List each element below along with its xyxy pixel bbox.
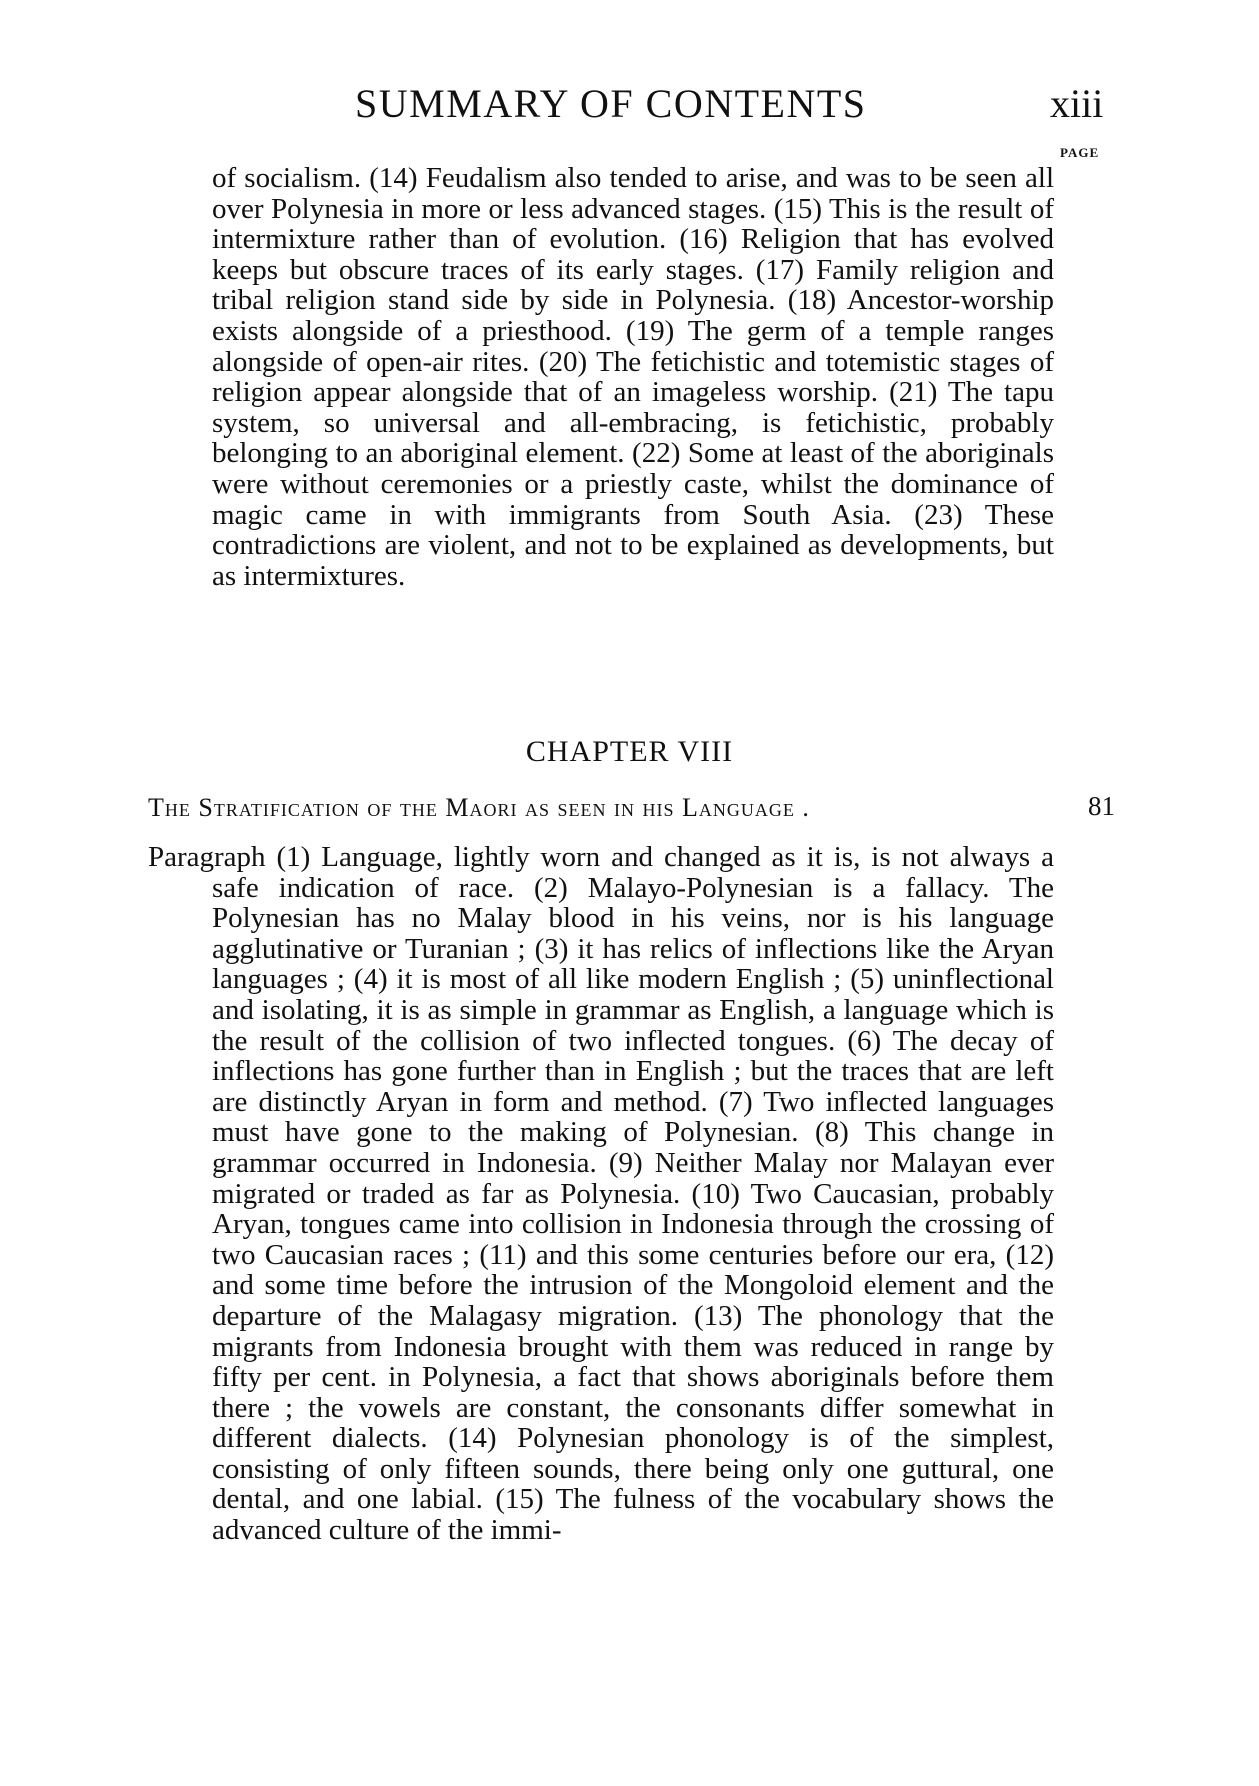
running-title: SUMMARY OF CONTENTS	[355, 81, 867, 126]
chapter-summary-text: Paragraph (1) Language, lightly worn and changed as it is, is not always a safe indication of race. (2) Malayo-Polynesian is a fallacy. The Polynesian has no Malay blood in his veins, nor is his language agglutinative or Turanian ; (3) it has relics of inflections like the Aryan languages ; (4) it is most of all like modern English ; (5) uninflectional and isolating, it is as simple in grammar as English, a language which is the result of the collision of two inflected tongues. (6) The decay of inflections has gone further than in English ; but the traces that are left are distinctly Aryan in form and method. (7) Two inflected languages must have gone to the making of Polynesian. (8) This change in grammar occurred in Indonesia. (9) Neither Malay nor Malayan ever migrated or traded as far as Polynesia. (10) Two Caucasian, probably Aryan, tongues came into collision in Indonesia through the crossing of two Caucasian races ; (11) and this some centuries before our era, (12) and some time before the intrusion of the Mongoloid element and the departure of the Malagasy migration. (13) The phonology that the migrants from Indonesia brought with them was reduced in range by fifty per cent. in Polynesia, a fact that shows aboriginals before them there ; the vowels are constant, the consonants differ somewhat in different dialects. (14) Polynesian phonology is of the simplest, consisting of only fifteen sounds, there being only one guttural, one dental, and one labial. (15) The fulness of the vocabulary shows the advanced culture of the immi-	[148, 841, 1054, 1547]
chapter-heading: CHAPTER VIII	[525, 735, 734, 768]
page-column-label: PAGE	[1060, 145, 1100, 160]
chapter-title: The Stratification of the Maori as seen in his Language .	[148, 793, 810, 822]
page-number: xiii	[1050, 81, 1104, 126]
running-head	[0, 80, 1259, 130]
chapter-page-ref: 81	[1088, 791, 1115, 821]
continued-summary-text: of socialism. (14) Feudalism also tended to arise, and was to be seen all over Polynesia in more or less advanced stages. (15) This is the result of intermixture rather than of evolution. (16) Religion that has evolved keeps but obscure traces of its early stages. (17) Family religion and tribal religion stand side by side in Polynesia. (18) Ancestor-worship exists alongside of a priesthood. (19) The germ of a temple ranges alongside of open-air rites. (20) The fetichistic and totemistic stages of religion appear alongside that of an imageless worship. (21) The tapu system, so universal and all-embracing, is fetichistic, probably belonging to an aboriginal element. (22) Some at least of the aboriginals were without ceremonies or a priestly caste, whilst the dominance of magic came in with immigrants from South Asia. (23) These contradictions are violent, and not to be explained as developments, but as intermixtures.	[212, 162, 1054, 592]
